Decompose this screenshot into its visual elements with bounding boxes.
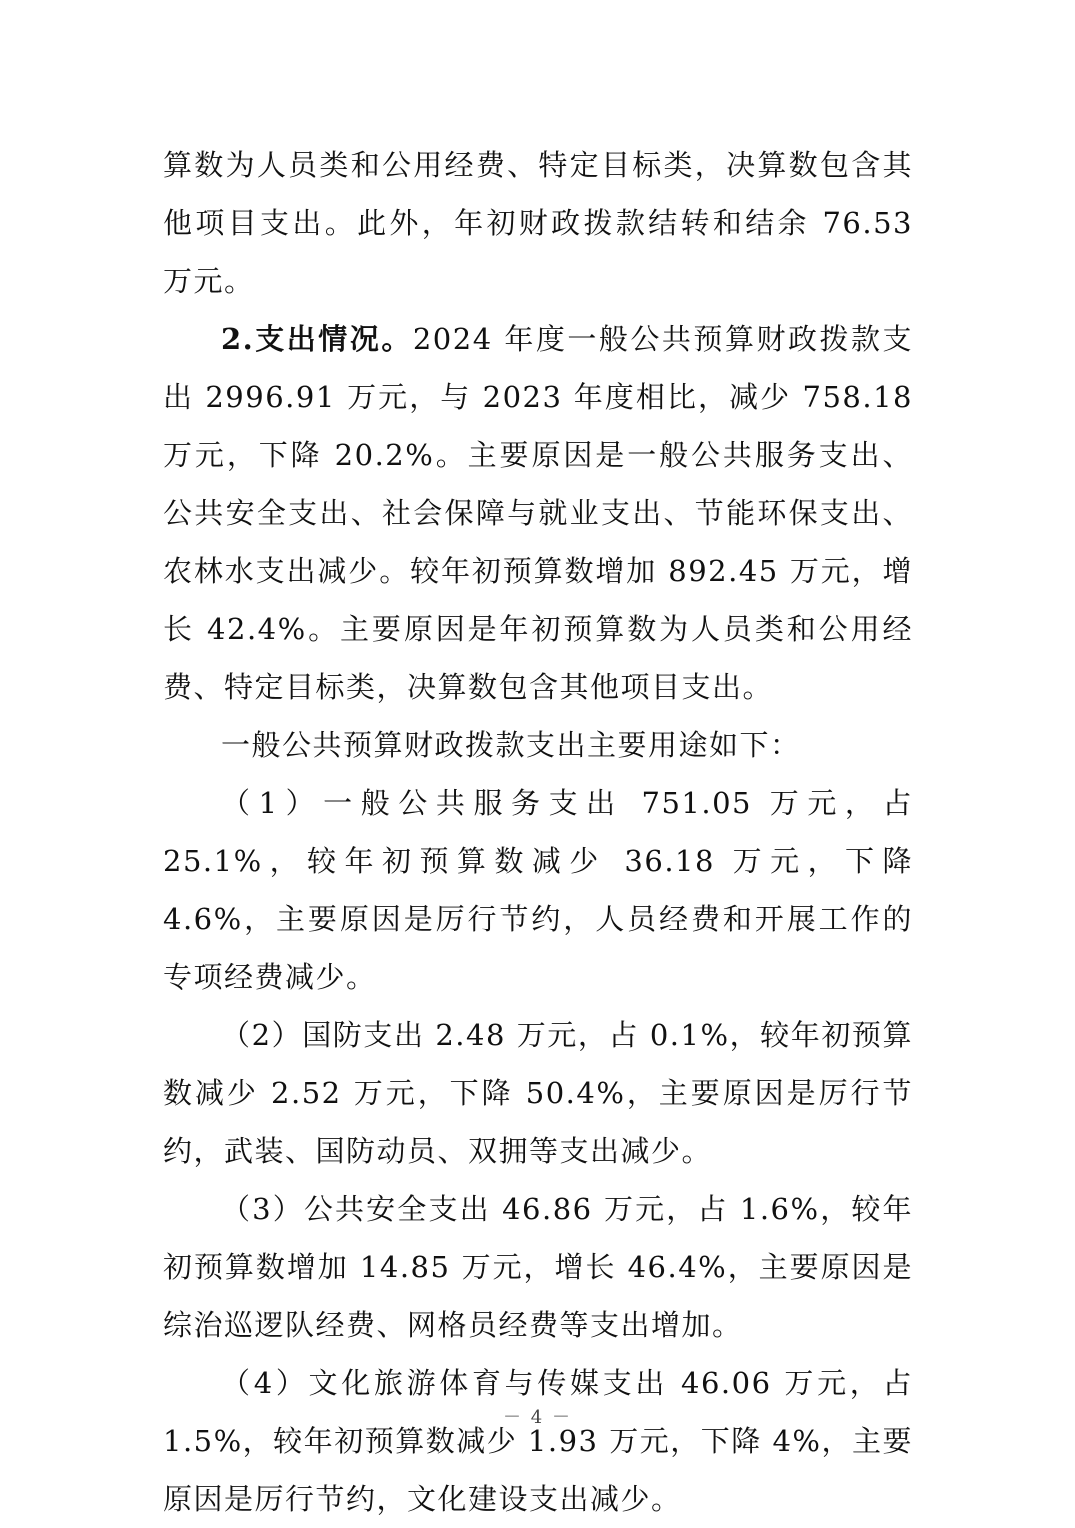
- page-number: － 4 －: [503, 1407, 572, 1428]
- paragraph-item-2: （2）国防支出 2.48 万元，占 0.1%，较年初预算数减少 2.52 万元，下降 50.4%，主要原因是厉行节约，武装、国防动员、双拥等支出减少。: [163, 1018, 913, 1168]
- paragraph-item-1: （1）一般公共服务支出 751.05 万元，占 25.1%，较年初预算数减少 36.18 万元，下降 4.6%，主要原因是厉行节约，人员经费和开展工作的专项经费减少。: [163, 786, 913, 994]
- paragraph-expenditure: [163, 310, 913, 716]
- paragraph-usage-intro: 一般公共预算财政拨款支出主要用途如下：: [221, 728, 801, 762]
- paragraph-item-3: （3）公共安全支出 46.86 万元，占 1.6%，较年初预算数增加 14.85 万元，增长 46.4%，主要原因是综治巡逻队经费、网格员经费等支出增加。: [163, 1192, 913, 1342]
- section-heading: 2.支出情况。: [221, 322, 413, 356]
- document-body: [163, 136, 913, 1528]
- paragraph-continuation: 算数为人员类和公用经费、特定目标类，决算数包含其他项目支出。此外，年初财政拨款结转和结余 76.53 万元。: [163, 148, 913, 298]
- paragraph-item-4: （4）文化旅游体育与传媒支出 46.06 万元，占 1.5%，较年初预算数减少 1.93 万元，下降 4%，主要原因是厉行节约，文化建设支出减少。: [163, 1366, 913, 1516]
- paragraph-expenditure-body: 2024 年度一般公共预算财政拨款支出 2996.91 万元，与 2023 年度相比，减少 758.18 万元，下降 20.2%。主要原因是一般公共服务支出、公共安全支出、社会保障与就业支出、节能环保支出、农林水支出减少。较年初预算数增加 892.45 万元，增长 42.4%。主要原因是年初预算数为人员类和公用经费、特定目标类，决算数包含其他项目支出。: [163, 322, 913, 704]
